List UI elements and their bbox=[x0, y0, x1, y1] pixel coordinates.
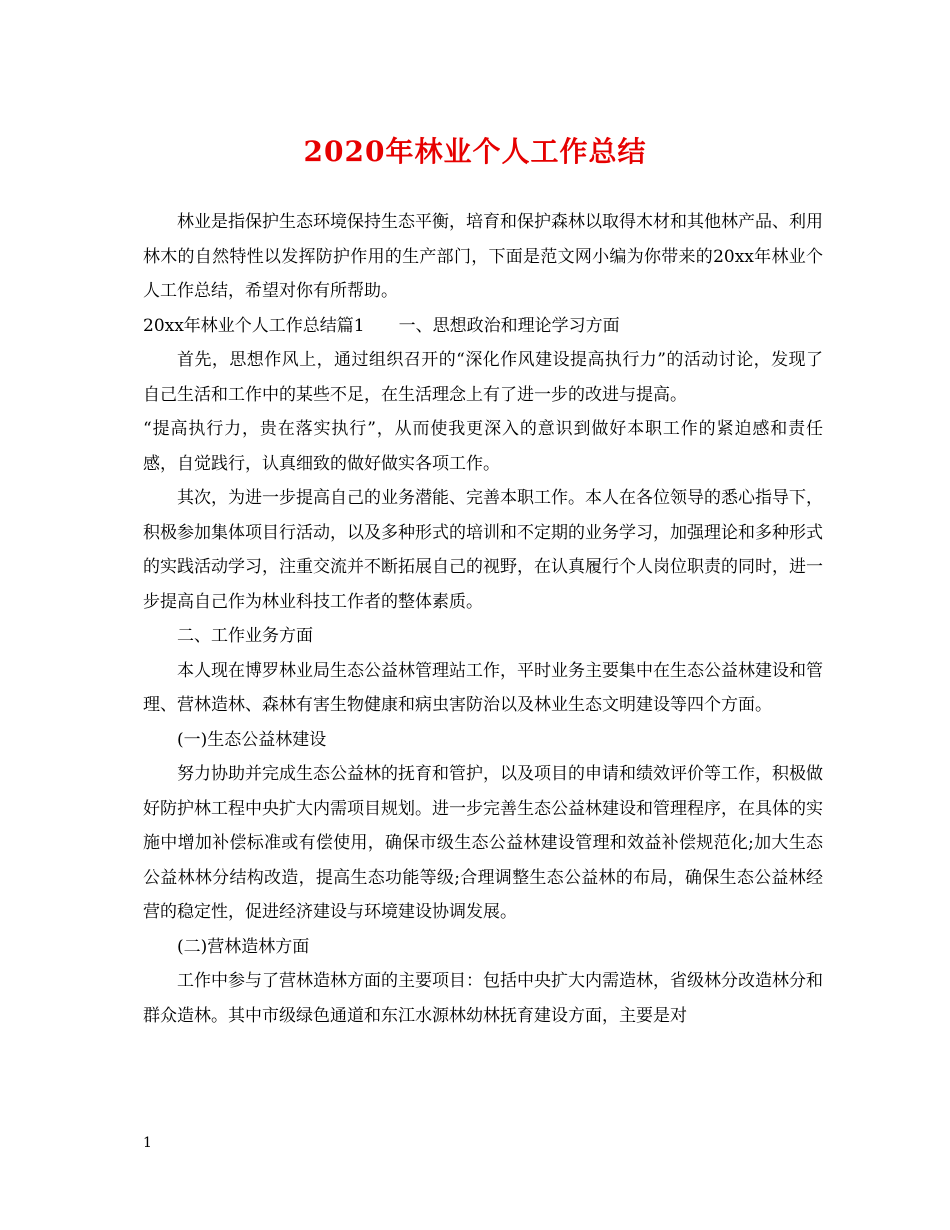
paragraph: 努力协助并完成生态公益林的抚育和管护，以及项目的申请和绩效评价等工作，积极做好防护林工程中央扩大内需项目规划。进一步完善生态公益林建设和管理程序，在具体的实施中增加补偿标准或有偿使用，确保市级生态公益林建设管理和效益补偿规范化;加大生态公益林林分结构改造，提高生态功能等级;合理调整生态公益林的布局，确保生态公益林经营的稳定性，促进经济建设与环境建设协调发展。 bbox=[143, 764, 823, 922]
paragraph: (二)营林造林方面 bbox=[177, 936, 310, 957]
document-title: 2020年林业个人工作总结 bbox=[303, 135, 647, 168]
paragraph: 20xx年林业个人工作总结篇1 一、思想政治和理论学习方面 bbox=[143, 315, 620, 336]
paragraph: 二、工作业务方面 bbox=[177, 626, 313, 646]
page-number: 1 bbox=[143, 1135, 152, 1151]
paragraph: 其次，为进一步提高自己的业务潜能、完善本职工作。本人在各位领导的悉心指导下，积极参加集体项目行活动，以及多种形式的培训和不定期的业务学习，加强理论和多种形式的实践活动学习，注重交流并不断拓展自己的视野，在认真履行个人岗位职责的同时，进一步提高自己作为林业科技工作者的整体素质。 bbox=[143, 488, 823, 612]
document-body bbox=[143, 205, 823, 1033]
paragraph: 林业是指保护生态环境保持生态平衡，培育和保护森林以取得木材和其他林产品、利用林木的自然特性以发挥防护作用的生产部门，下面是范文网小编为你带来的20xx年林业个人工作总结，希望对你有所帮助。 bbox=[143, 212, 823, 301]
paragraph: 首先，思想作风上，通过组织召开的“深化作风建设提高执行力”的活动讨论，发现了自己生活和工作中的某些不足，在生活理念上有了进一步的改进与提高。 bbox=[143, 350, 823, 405]
paragraph: “提高执行力，贵在落实执行”，从而使我更深入的意识到做好本职工作的紧迫感和责任感，自觉践行，认真细致的做好做实各项工作。 bbox=[143, 419, 823, 474]
paragraph: (一)生态公益林建设 bbox=[177, 729, 327, 750]
paragraph: 工作中参与了营林造林方面的主要项目：包括中央扩大内需造林，省级林分改造林分和群众造林。其中市级绿色通道和东江水源林幼林抚育建设方面，主要是对 bbox=[143, 971, 823, 1026]
paragraph: 本人现在博罗林业局生态公益林管理站工作，平时业务主要集中在生态公益林建设和管理、营林造林、森林有害生物健康和病虫害防治以及林业生态文明建设等四个方面。 bbox=[143, 660, 823, 715]
